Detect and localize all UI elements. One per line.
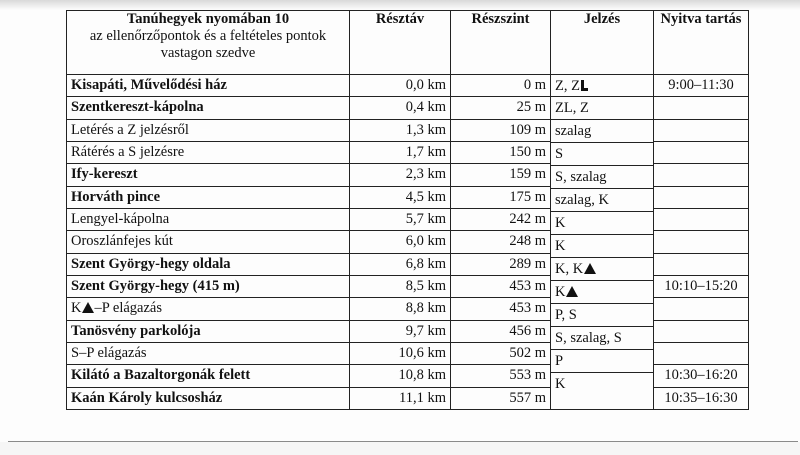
segment-elevation: 0 m [451,75,551,97]
segment-distance: 8,5 km [350,275,451,297]
checkpoint-name: Kilátó a Bazaltorgonák felett [67,365,350,387]
opening-hours [654,298,749,320]
opening-hours [654,231,749,253]
checkpoint-name: Szent György-hegy (415 m) [67,275,350,297]
checkpoint-name-suffix: –P elágazás [94,300,162,317]
header-signs: Jelzés [551,11,654,75]
trail-sign-segment [551,97,653,120]
trail-sign-text: K [555,238,566,254]
trail-sign-text: S, szalag [555,169,607,185]
checkpoint-name: Tanösvény parkolója [67,320,350,342]
trail-sign-segment [551,235,653,258]
checkpoint-name: Oroszlánfejes kút [67,231,350,253]
segment-elevation: 25 m [451,97,551,119]
trail-sign-segment [551,373,653,410]
page-bottom-band [0,442,800,455]
opening-hours [654,141,749,163]
segment-distance: 1,7 km [350,141,451,163]
segment-elevation: 150 m [451,141,551,163]
checkpoint-name: Szentkereszt-kápolna [67,97,350,119]
table-row [67,75,749,97]
trail-sign-segment [551,281,653,304]
trail-sign-text: S, szalag, S [555,330,622,346]
route-subtitle-line2: vastagon szedve [160,45,256,61]
segment-distance: 5,7 km [350,208,451,230]
trail-sign-segment [551,166,653,189]
trail-sign-text: ZL, Z [555,100,589,116]
segment-elevation: 175 m [451,186,551,208]
checkpoint-name: S–P elágazás [67,342,350,364]
segment-elevation: 248 m [451,231,551,253]
segment-elevation: 159 m [451,164,551,186]
table-header-row [67,11,749,75]
header-route-title [67,11,350,75]
checkpoint-name-prefix: K [71,300,82,317]
segment-elevation: 453 m [451,275,551,297]
trail-sign-segment [551,75,653,97]
triangle-mark-icon [584,263,596,274]
route-table [66,10,749,410]
opening-hours: 10:30–16:20 [654,365,749,387]
table-body [67,75,749,410]
segment-elevation: 456 m [451,320,551,342]
segment-elevation: 289 m [451,253,551,275]
segment-distance: 2,3 km [350,164,451,186]
opening-hours [654,186,749,208]
route-subtitle-line1: az ellenőrzőpontok és a feltételes pontok [89,28,327,44]
opening-hours [654,253,749,275]
opening-hours [654,320,749,342]
segment-distance: 10,6 km [350,342,451,364]
segment-distance: 10,8 km [350,365,451,387]
trail-sign-segment [551,189,653,212]
trail-sign-text: K [555,215,566,231]
checkpoint-name: Ify-kereszt [67,164,350,186]
opening-hours [654,119,749,141]
opening-hours: 9:00–11:30 [654,75,749,97]
trail-sign-segment [551,327,653,350]
segment-distance: 0,0 km [350,75,451,97]
checkpoint-name: Kisapáti, Művelődési ház [67,75,350,97]
page-top-edge [0,0,800,10]
checkpoint-name: Rátérés a S jelzésre [67,141,350,163]
trail-sign-text: S [555,146,564,162]
trail-sign-text: P, S [555,307,577,323]
segment-elevation: 109 m [451,119,551,141]
segment-distance: 6,8 km [350,253,451,275]
checkpoint-name: Szent György-hegy oldala [67,253,350,275]
trail-sign-text: K [555,284,566,300]
segment-elevation: 242 m [451,208,551,230]
trail-sign-text: P [555,353,564,369]
header-opening-hours: Nyitva tartás [654,11,749,75]
trail-sign-text: szalag, K [555,192,609,208]
triangle-mark-icon [82,302,94,313]
route-title: Tanúhegyek nyomában 10 [126,11,290,27]
segment-elevation: 502 m [451,342,551,364]
checkpoint-name: Horváth pince [67,186,350,208]
segment-distance: 8,8 km [350,298,451,320]
trail-sign-text: K [555,376,566,392]
opening-hours [654,164,749,186]
opening-hours [654,342,749,364]
segment-distance: 6,0 km [350,231,451,253]
trail-sign-segment [551,143,653,166]
segment-distance: 11,1 km [350,387,451,409]
segment-elevation: 453 m [451,298,551,320]
checkpoint-name: Kaán Károly kulcsosház [67,387,350,409]
segment-elevation: 553 m [451,365,551,387]
opening-hours: 10:10–15:20 [654,275,749,297]
trail-sign-segment [551,212,653,235]
segment-distance: 0,4 km [350,97,451,119]
trail-sign-text: szalag [555,123,592,139]
trail-sign-text: K, K [555,261,584,277]
trail-sign-segment [551,350,653,373]
opening-hours: 10:35–16:30 [654,387,749,409]
header-distance: Résztáv [350,11,451,75]
segment-distance: 9,7 km [350,320,451,342]
segment-distance: 4,5 km [350,186,451,208]
checkpoint-name: Lengyel-kápolna [67,208,350,230]
opening-hours [654,208,749,230]
checkpoint-name [67,298,350,320]
trail-sign-text: Z, Z [555,78,580,94]
trail-sign-segment [551,258,653,281]
header-elevation: Részszint [451,11,551,75]
segment-distance: 1,3 km [350,119,451,141]
checkpoint-name: Letérés a Z jelzésről [67,119,350,141]
segment-elevation: 557 m [451,387,551,409]
opening-hours [654,97,749,119]
l-shape-mark-icon [581,80,588,91]
trail-sign-segment [551,120,653,143]
trail-signs-column [551,75,654,410]
triangle-mark-icon [566,286,578,297]
trail-sign-segment [551,304,653,327]
